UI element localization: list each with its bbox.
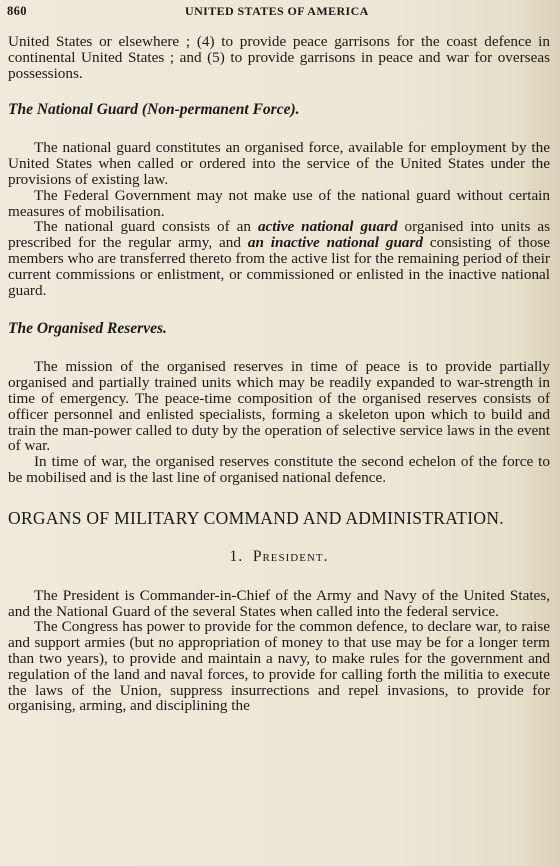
national-guard-paragraph-1: The national guard constitutes an organised force, available for employment by the United States when called or ordered into the service of the United States under the provisions of existing law. (8, 139, 550, 188)
president-paragraph-2: The Congress has power to provide for the common defence, to declare war, to raise and support armies (but no appropriation of money to that use may be for a longer term than two years), to provide and maintain a navy, to make rules for the government and regulation of the land and naval forces, to provide for calling forth the militia to execute the laws of the Union, suppress insurrections and repel invasions, to provide for organising, arming, and disciplining the (8, 618, 550, 715)
president-section-title: President. (252, 547, 329, 565)
intro-paragraph: United States or elsewhere ; (4) to provide peace garrisons for the coast defence in continental United States ; and (5) to provide garrisons in peace and war for overseas possessions. (8, 33, 550, 82)
page-header (7, 4, 550, 20)
president-section-number: 1. (229, 547, 244, 565)
running-title: UNITED STATES OF AMERICA (185, 4, 369, 18)
national-guard-title: The National Guard (Non-permanent Force). (8, 101, 300, 119)
national-guard-paragraph-2: The Federal Government may not make use of the national guard without certain measures of mobilisation. (8, 186, 550, 220)
organised-reserves-title: The Organised Reserves. (8, 320, 167, 338)
page-number: 860 (7, 4, 27, 18)
organs-heading: ORGANS OF MILITARY COMMAND AND ADMINISTRATION. (8, 507, 504, 528)
national-guard-paragraph-3 (8, 219, 550, 298)
president-paragraph-1: The President is Commander-in-Chief of the Army and Navy of the United States, and the National Guard of the several States when called into the federal service. (8, 586, 550, 620)
emphasis-inactive-guard: an inactive national guard (247, 234, 423, 252)
page-body (8, 34, 550, 714)
paragraph-text: consisting of those members who are transferred thereto from the active list for the remaining period of their current commissions or enlistment, or commissioned or enlisted in the inactive national guard. (8, 234, 551, 299)
president-heading (8, 548, 550, 566)
organised-reserves-paragraph-2: In time of war, the organised reserves constitute the second echelon of the force to be mobilised and is the last line of organised national defence. (8, 453, 550, 486)
emphasis-active-guard: active national guard (257, 218, 398, 236)
paragraph-text: organised into units as prescribed for the regular army, and (8, 218, 550, 252)
paragraph-text: The national guard consists of an (34, 218, 258, 236)
organised-reserves-paragraph-1: The mission of the organised reserves in time of peace is to provide partially organised and partially trained units which may be readily expanded to war-strength in time of emergency. The peace-time composition of the organised reserves consists of officer personnel and enlisted specialists, forming a skeleton upon which to build and train the man-power called to duty by the operation of selective service laws in the event of war. (8, 358, 550, 455)
